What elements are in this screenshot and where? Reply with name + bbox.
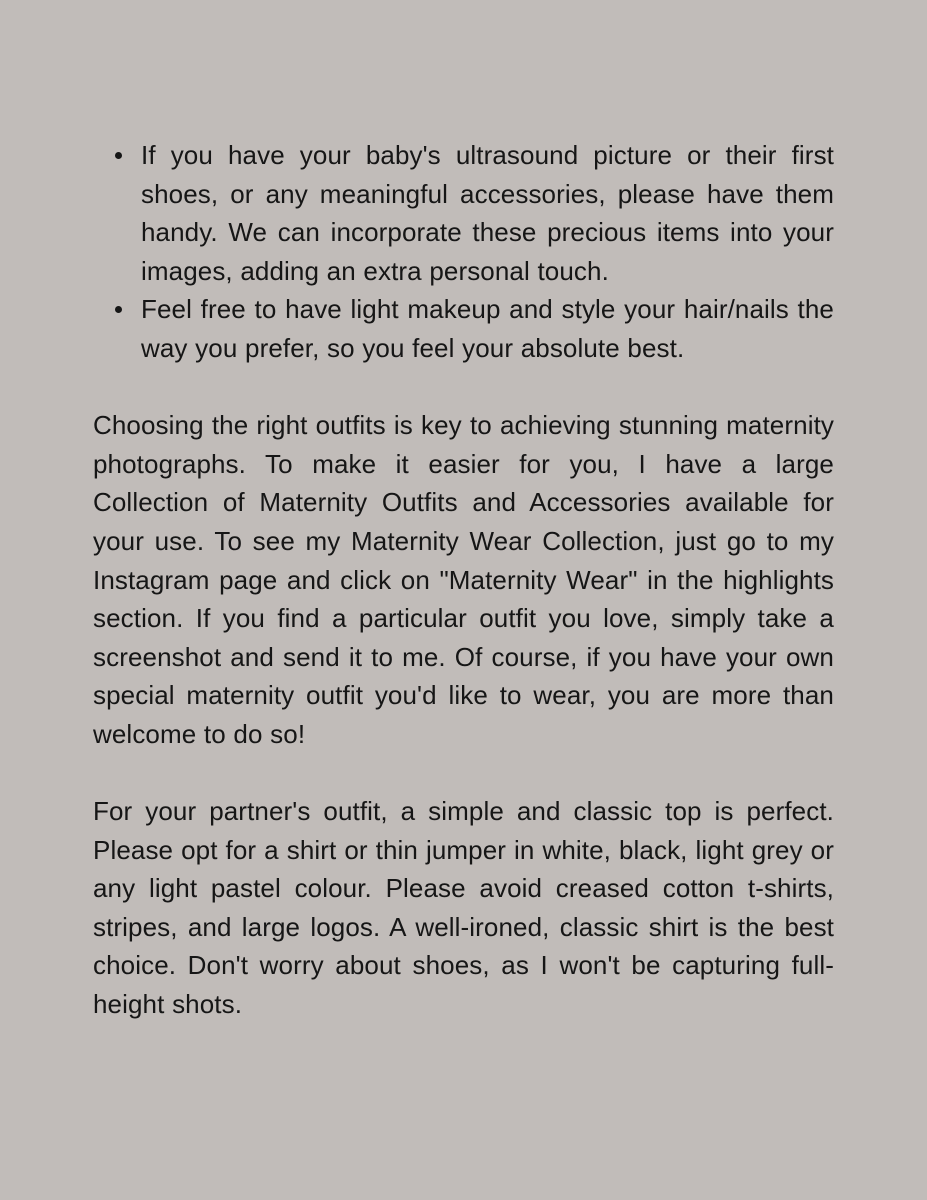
partner-outfit-paragraph: For your partner's outfit, a simple and classic top is perfect. Please opt for a shirt or thin jumper in white, black, light grey or any light pastel colour. Please avoid creased cotton t-shirts, stripes, and large logos. A well-ironed, classic shirt is the best choice. Don't worry about shoes, as I won't be capturing full-height shots. xyxy=(93,796,834,1020)
bullet-item-accessories: If you have your baby's ultrasound picture or their first shoes, or any meaningful accessories, please have them handy. We can incorporate these precious items into your images, adding an extra personal touch. xyxy=(141,136,834,290)
outfits-paragraph: Choosing the right outfits is key to achieving stunning maternity photographs. To make it easier for you, I have a large Collection of Maternity Outfits and Accessories available for your use. To see my Maternity Wear Collection, just go to my Instagram page and click on "Maternity Wear" in the highlights section. If you find a particular outfit you love, simply take a screenshot and send it to me. Of course, if you have your own special maternity outfit you'd like to wear, you are more than welcome to do so! xyxy=(93,410,834,749)
preparation-bullet-list xyxy=(93,136,834,368)
bullet-item-makeup-hair: Feel free to have light makeup and style your hair/nails the way you prefer, so you feel your absolute best. xyxy=(141,290,834,367)
